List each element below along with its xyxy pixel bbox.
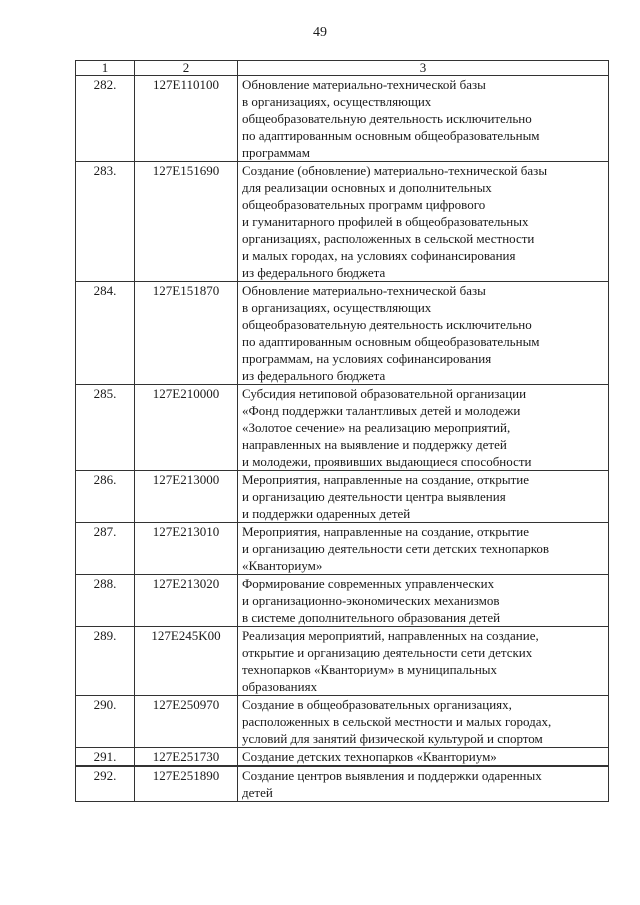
row-description: Создание (обновление) материально-технической базы для реализации основных и дополнительных общеобразовательных программ цифрового и гуманитарного профилей в общеобразовательных организациях, расположенных в сельской местности и малых городах, на условиях софинансирования из федерального бюджета (238, 162, 609, 282)
row-number: 288. (76, 575, 135, 627)
row-code: 127E210000 (135, 385, 238, 471)
row-description: Обновление материально-технической базы в организациях, осуществляющих общеобразовательную деятельность исключительно по адаптированным основным общеобразовательным программам (238, 76, 609, 162)
table-row (76, 748, 609, 767)
header-col-3: 3 (238, 61, 609, 76)
row-number: 292. (76, 766, 135, 802)
row-code: 127E245K00 (135, 627, 238, 696)
table-row (76, 76, 609, 162)
row-code: 127E251730 (135, 748, 238, 767)
row-description: Мероприятия, направленные на создание, открытие и организацию деятельности центра выявления и поддержки одаренных детей (238, 471, 609, 523)
row-number: 290. (76, 696, 135, 748)
table-row (76, 575, 609, 627)
row-number: 285. (76, 385, 135, 471)
row-description: Создание в общеобразовательных организациях, расположенных в сельской местности и малых городах, условий для занятий физической культурой и спортом (238, 696, 609, 748)
page-number: 49 (313, 25, 327, 40)
row-description: Субсидия нетиповой образовательной организации «Фонд поддержки талантливых детей и молодежи «Золотое сечение» на реализацию мероприятий, направленных на выявление и поддержку детей и молодежи, проявивших выдающиеся способности (238, 385, 609, 471)
table-row (76, 766, 609, 802)
row-number: 284. (76, 282, 135, 385)
row-code: 127E213010 (135, 523, 238, 575)
row-description: Реализация мероприятий, направленных на создание, открытие и организацию деятельности сети детских технопарков «Кванториум» в муниципальных образованиях (238, 627, 609, 696)
row-description: Формирование современных управленческих и организационно-экономических механизмов в системе дополнительного образования детей (238, 575, 609, 627)
row-code: 127E151690 (135, 162, 238, 282)
row-description: Создание детских технопарков «Кванториум» (238, 748, 609, 767)
header-col-1: 1 (76, 61, 135, 76)
table-row (76, 162, 609, 282)
table-row (76, 385, 609, 471)
budget-classification-table (75, 60, 609, 802)
row-code: 127E250970 (135, 696, 238, 748)
row-description: Мероприятия, направленные на создание, открытие и организацию деятельности сети детских технопарков «Кванториум» (238, 523, 609, 575)
row-code: 127E110100 (135, 76, 238, 162)
header-col-2: 2 (135, 61, 238, 76)
row-description: Создание центров выявления и поддержки одаренных детей (238, 766, 609, 802)
row-number: 291. (76, 748, 135, 767)
table-header-row (76, 61, 609, 76)
row-number: 283. (76, 162, 135, 282)
row-description: Обновление материально-технической базы в организациях, осуществляющих общеобразовательную деятельность исключительно по адаптированным основным общеобразовательным программам, на условиях софинансирования из федерального бюджета (238, 282, 609, 385)
table-row (76, 282, 609, 385)
row-number: 282. (76, 76, 135, 162)
row-number: 289. (76, 627, 135, 696)
table-row (76, 696, 609, 748)
row-code: 127E213020 (135, 575, 238, 627)
row-code: 127E213000 (135, 471, 238, 523)
row-number: 286. (76, 471, 135, 523)
row-code: 127E251890 (135, 766, 238, 802)
table-row (76, 471, 609, 523)
row-number: 287. (76, 523, 135, 575)
table-row (76, 627, 609, 696)
row-code: 127E151870 (135, 282, 238, 385)
table-row (76, 523, 609, 575)
